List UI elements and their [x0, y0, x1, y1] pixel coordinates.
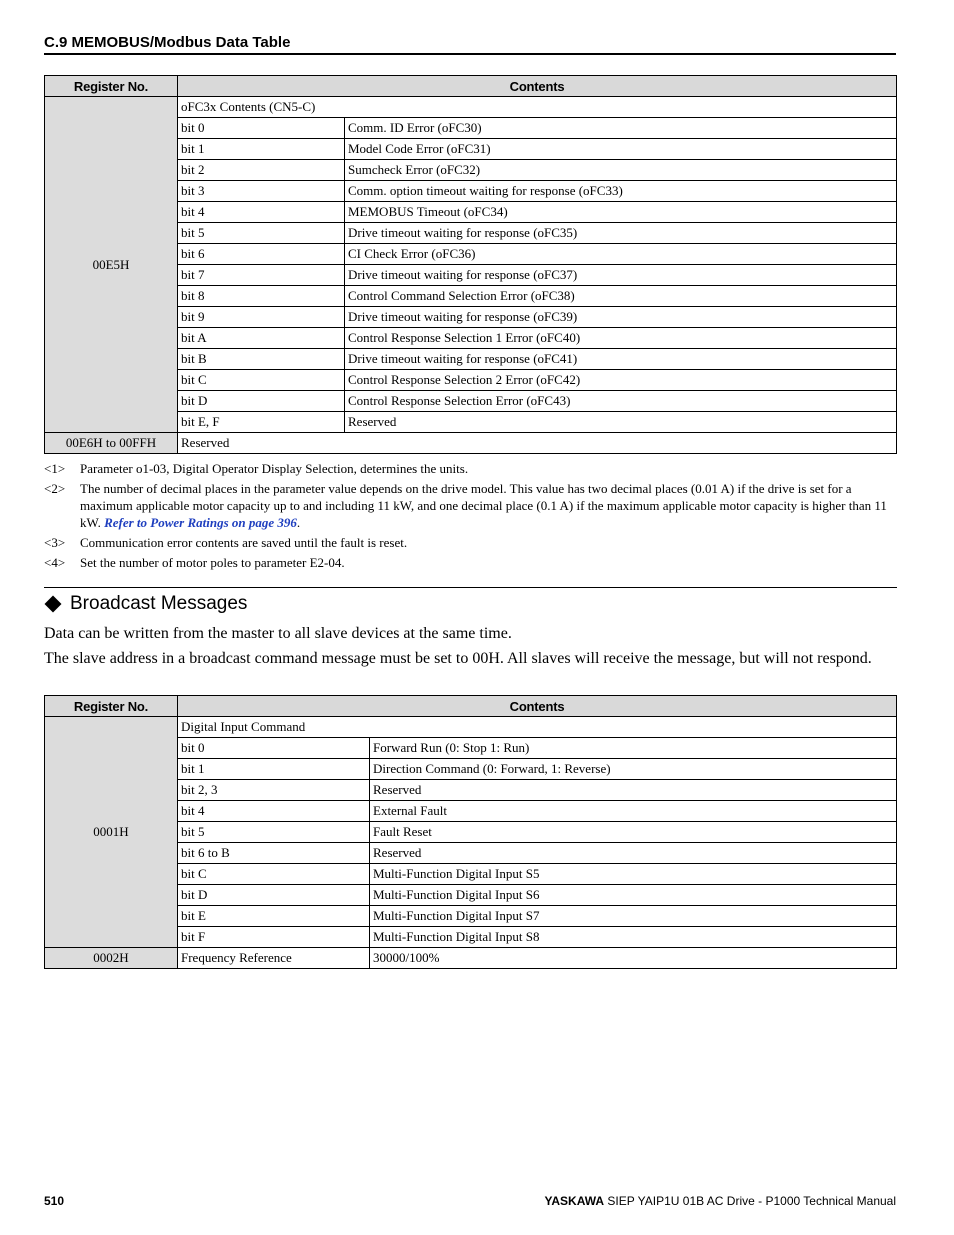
bit-cell: bit D: [178, 391, 345, 412]
bit-cell: bit 6 to B: [178, 843, 370, 864]
description-cell: CI Check Error (oFC36): [345, 244, 897, 265]
bit-cell: bit 1: [178, 759, 370, 780]
bit-cell: bit C: [178, 864, 370, 885]
description-cell: Reserved: [370, 843, 897, 864]
register-cell: 0002H: [45, 948, 178, 969]
footnote: [44, 554, 897, 571]
description-cell: Drive timeout waiting for response (oFC35): [345, 223, 897, 244]
footnote-text: Set the number of motor poles to parameter E2-04.: [80, 555, 345, 570]
bit-cell: bit 0: [178, 738, 370, 759]
description-cell: Reserved: [345, 412, 897, 433]
description-cell: Multi-Function Digital Input S6: [370, 885, 897, 906]
footnote-text: Parameter o1-03, Digital Operator Display Selection, determines the units.: [80, 461, 469, 476]
contents-value-cell: 30000/100%: [370, 948, 897, 969]
description-cell: Sumcheck Error (oFC32): [345, 160, 897, 181]
col-contents-header: Contents: [178, 696, 897, 717]
description-cell: Drive timeout waiting for response (oFC37): [345, 265, 897, 286]
footnote-number: <1>: [44, 461, 66, 476]
broadcast-paragraph: Data can be written from the master to all slave devices at the same time.: [44, 625, 512, 642]
footnote-text-end: .: [296, 515, 301, 530]
group-title-cell: Digital Input Command: [178, 717, 897, 738]
bit-cell: bit C: [178, 370, 345, 391]
description-cell: Forward Run (0: Stop 1: Run): [370, 738, 897, 759]
footnote: [44, 534, 897, 551]
col-register-header: Register No.: [45, 76, 178, 97]
bit-cell: bit 5: [178, 223, 345, 244]
group-title-cell: oFC3x Contents (CN5-C): [178, 97, 897, 118]
register-table-oFC3x: [44, 75, 897, 454]
register-table-broadcast: [44, 695, 897, 969]
bit-cell: bit E, F: [178, 412, 345, 433]
description-cell: Multi-Function Digital Input S5: [370, 864, 897, 885]
description-cell: Drive timeout waiting for response (oFC39): [345, 307, 897, 328]
footnote: [44, 480, 897, 531]
footer-manual-title: [544, 1194, 896, 1208]
bit-cell: bit E: [178, 906, 370, 927]
bit-cell: bit 0: [178, 118, 345, 139]
bit-cell: bit 6: [178, 244, 345, 265]
description-cell: Comm. option timeout waiting for response (oFC33): [345, 181, 897, 202]
description-cell: External Fault: [370, 801, 897, 822]
description-cell: Control Response Selection 1 Error (oFC40): [345, 328, 897, 349]
brand-name: YASKAWA: [544, 1194, 605, 1208]
bit-cell: bit 2: [178, 160, 345, 181]
section-divider: [44, 587, 897, 588]
power-ratings-link[interactable]: Refer to Power Ratings on page 396: [104, 515, 297, 530]
description-cell: Model Code Error (oFC31): [345, 139, 897, 160]
description-cell: Control Response Selection Error (oFC43): [345, 391, 897, 412]
broadcast-paragraph: The slave address in a broadcast command message must be set to 00H. All slaves will receive the message, but will not respond.: [44, 650, 872, 667]
footnote-number: <3>: [44, 535, 66, 550]
page-number: 510: [44, 1194, 65, 1208]
broadcast-title: Broadcast Messages: [70, 593, 248, 614]
contents-cell: Reserved: [178, 433, 897, 454]
manual-name: SIEP YAIP1U 01B AC Drive - P1000 Technical Manual: [604, 1194, 896, 1208]
footnote-number: <2>: [44, 481, 66, 496]
description-cell: Comm. ID Error (oFC30): [345, 118, 897, 139]
bit-cell: bit 8: [178, 286, 345, 307]
bit-cell: bit B: [178, 349, 345, 370]
description-cell: Control Command Selection Error (oFC38): [345, 286, 897, 307]
description-cell: Drive timeout waiting for response (oFC41): [345, 349, 897, 370]
description-cell: MEMOBUS Timeout (oFC34): [345, 202, 897, 223]
section-title: C.9 MEMOBUS/Modbus Data Table: [44, 34, 896, 55]
col-register-header: Register No.: [45, 696, 178, 717]
broadcast-heading: [44, 593, 247, 615]
bit-cell: bit A: [178, 328, 345, 349]
bit-cell: bit 5: [178, 822, 370, 843]
description-cell: Fault Reset: [370, 822, 897, 843]
diamond-bullet-icon: [45, 596, 62, 613]
bit-cell: bit 3: [178, 181, 345, 202]
description-cell: Direction Command (0: Forward, 1: Reverse): [370, 759, 897, 780]
register-cell: 00E6H to 00FFH: [45, 433, 178, 454]
bit-cell: bit 4: [178, 202, 345, 223]
bit-cell: bit 9: [178, 307, 345, 328]
register-cell: 0001H: [45, 717, 178, 948]
footnote-text: Communication error contents are saved until the fault is reset.: [80, 535, 408, 550]
description-cell: Multi-Function Digital Input S7: [370, 906, 897, 927]
bit-cell: bit 1: [178, 139, 345, 160]
footnote-text: The number of decimal places in the parameter value depends on the drive model. This value has two decimal places (0.01 A) if the drive is set for a maximum applicable motor capacity up to and including 11 kW, and one decimal place (0.1 A) if the maximum applicable motor capacity is higher than 11 kW.: [80, 481, 887, 530]
col-contents-header: Contents: [178, 76, 897, 97]
bit-cell: bit 2, 3: [178, 780, 370, 801]
bit-cell: bit 7: [178, 265, 345, 286]
bit-cell: bit D: [178, 885, 370, 906]
register-cell: 00E5H: [45, 97, 178, 433]
description-cell: Control Response Selection 2 Error (oFC42): [345, 370, 897, 391]
description-cell: Reserved: [370, 780, 897, 801]
bit-cell: bit F: [178, 927, 370, 948]
contents-name-cell: Frequency Reference: [178, 948, 370, 969]
bit-cell: bit 4: [178, 801, 370, 822]
description-cell: Multi-Function Digital Input S8: [370, 927, 897, 948]
footnote-number: <4>: [44, 555, 66, 570]
footnote: [44, 460, 897, 477]
footnotes: [44, 460, 897, 574]
